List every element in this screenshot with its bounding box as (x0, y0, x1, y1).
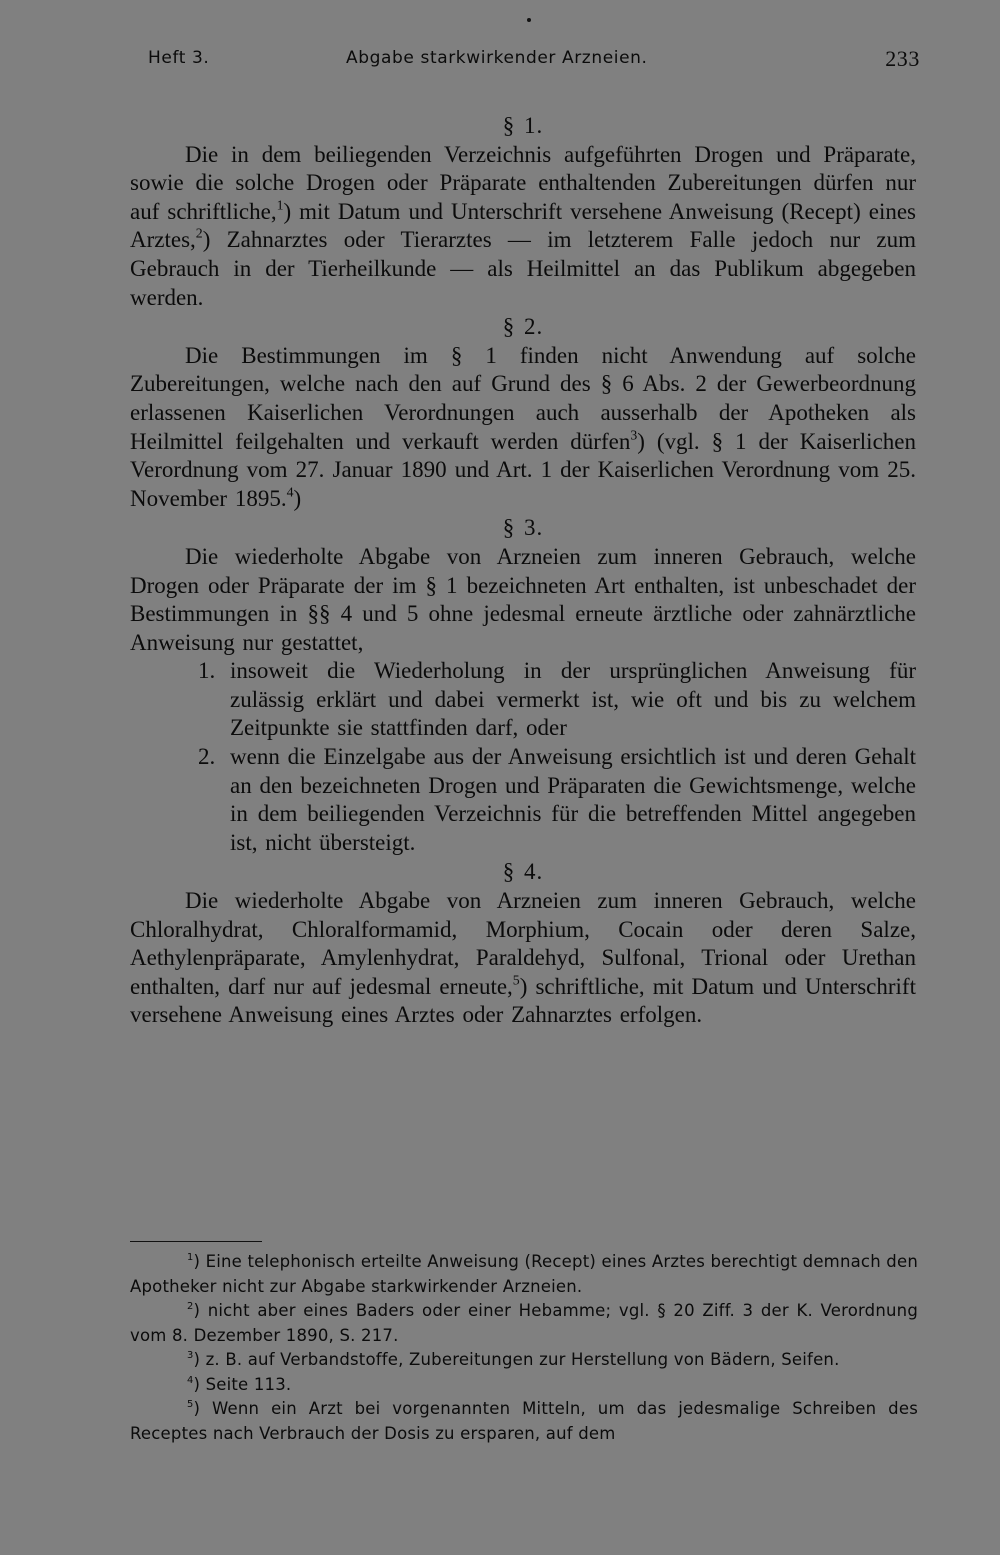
footnote-ref: 2 (195, 225, 203, 241)
page-number: 233 (885, 46, 920, 71)
list-item-text: insoweit die Wiederholung in der ursprünglichen Anweisung für zulässig erklärt und dabei vermerkt ist, wie oft und bis zu welchem Zeitpunkte sie stattfinden darf, oder (230, 658, 916, 741)
footnote-ref: 1 (276, 197, 284, 213)
footnote-mark: 2 (187, 1301, 194, 1313)
running-header (148, 48, 920, 74)
footnote: $^4$) Seite 113. (187, 1374, 292, 1394)
header-issue: Heft 3. (148, 48, 210, 68)
footnote-ref: 3 (630, 426, 638, 442)
section-paragraph-1: Die in dem beiliegenden Verzeichnis aufgeführten Drogen und Präparate, sowie die solche Drogen oder Präparate enthaltenden Zubereitungen dürfen nur auf schriftliche,$^1$) mit Datum und Unterschrift versehene Anweisung (Recept) eines Arztes,$^2$) Zahnarztes oder Tierarztes — im letzterem Falle jedoch nur zum Gebrauch in der Tierheilkunde — als Heilmittel an das Publikum abgegeben werden. (130, 141, 916, 310)
footnote-ref: 5 (512, 972, 520, 988)
footnote-mark: 3 (187, 1350, 194, 1362)
section-paragraph-4: Die wiederholte Abgabe von Arzneien zum inneren Gebrauch, welche Chloralhydrat, Chloralformamid, Morphium, Cocain oder deren Salze, Aethylenpräparate, Amylenhydrat, Paraldehyd, Sulfonal, Trional oder Urethan enthalten, darf nur auf jedesmal erneute,$^5$) schriftliche, mit Datum und Unterschrift versehene Anweisung eines Arztes oder Zahnarztes erfolgen. (130, 888, 916, 1028)
list-item-number: 1. (198, 658, 216, 684)
section-heading-1: § 1. (502, 113, 544, 138)
footnote-ref: 4 (286, 484, 294, 500)
section-paragraph-3: Die wiederholte Abgabe von Arzneien zum inneren Gebrauch, welche Drogen oder Präparate der im § 1 bezeichneten Art enthalten, ist unbeschadet der Bestimmungen in §§ 4 und 5 ohne jedesmal erneute ärztliche oder zahnärztliche Anweisung nur gestattet, (130, 543, 916, 655)
main-text (130, 112, 916, 1030)
list-item-text: wenn die Einzelgabe aus der Anweisung ersichtlich ist und deren Gehalt an den bezeichneten Drogen und Präparaten die Gewichtsmenge, welche in dem beiliegenden Verzeichnis für die betreffenden Mittel angegeben ist, nicht übersteigt. (230, 744, 916, 855)
footnote: $^2$) nicht aber eines Baders oder einer Hebamme; vgl. § 20 Ziff. 3 der K. Verordnung vom 8. Dezember 1890, S. 217. (130, 1301, 918, 1345)
section-heading-4: § 4. (502, 859, 544, 885)
section-heading-3: § 3. (502, 515, 544, 541)
condition-list (130, 657, 916, 857)
footnote-mark: 1 (187, 1252, 194, 1264)
header-title: Abgabe starkwirkender Arzneien. (346, 48, 648, 68)
footnote: $^3$) z. B. auf Verbandstoffe, Zubereitungen zur Herstellung von Bädern, Seifen. (187, 1350, 840, 1369)
footnote-mark: 5 (187, 1399, 194, 1411)
footnote-mark: 4 (187, 1374, 194, 1386)
list-item-number: 2. (198, 744, 216, 770)
footnotes (130, 1250, 918, 1446)
footnote: $^1$) Eine telephonisch erteilte Anweisung (Recept) eines Arztes berechtigt demnach den Apotheker nicht zur Abgabe starkwirkender Arzneien. (130, 1252, 918, 1296)
list-item (130, 743, 916, 857)
footnote: $^5$) Wenn ein Arzt bei vorgenannten Mitteln, um das jedesmalige Schreiben des Receptes nach Verbrauch der Dosis zu ersparen, auf dem (130, 1399, 918, 1443)
list-item (130, 657, 916, 743)
section-heading-2: § 2. (502, 314, 544, 340)
footnote-divider (130, 1241, 262, 1242)
section-paragraph-2: Die Bestimmungen im § 1 finden nicht Anwendung auf solche Zubereitungen, welche nach den auf Grund des § 6 Abs. 2 der Gewerbeordnung erlassenen Kaiserlichen Verordnungen auch ausserhalb der Apotheken als Heilmittel feilgehalten und verkauft werden dürfen$^3$) (vgl. § 1 der Kaiserlichen Verordnung vom 27. Januar 1890 und Art. 1 der Kaiserlichen Verordnung vom 25. November 1895.$^4$) (130, 342, 916, 511)
print-speck (527, 18, 531, 22)
